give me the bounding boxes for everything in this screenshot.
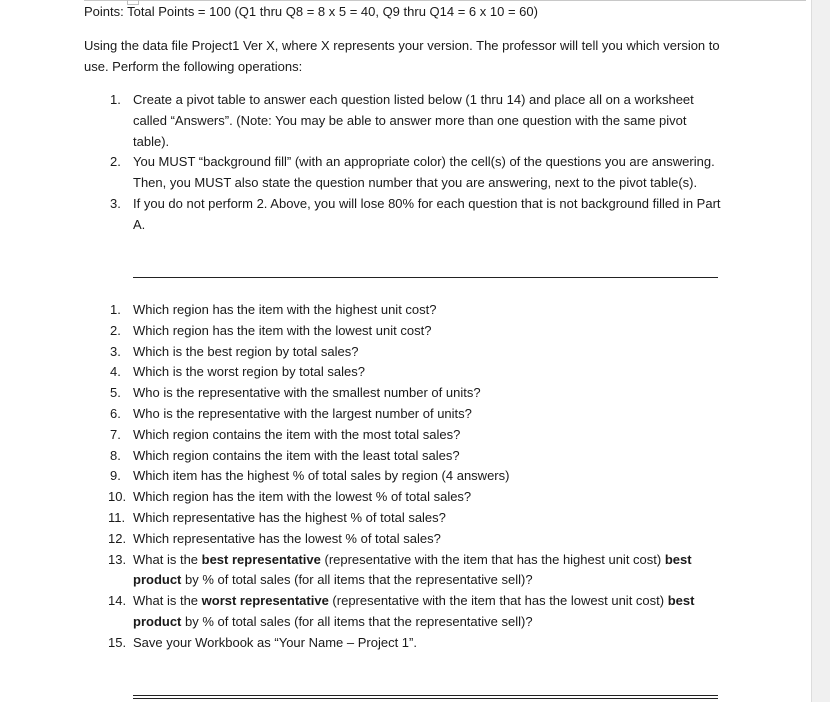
question-item bbox=[84, 550, 724, 592]
question-number: 7. bbox=[110, 426, 121, 442]
question-item bbox=[84, 383, 724, 404]
question-item bbox=[84, 425, 724, 446]
question-text: Which region has the item with the lowest unit cost? bbox=[133, 322, 432, 338]
intro-paragraph: Using the data file Project1 Ver X, where X represents your version. The professor will tell you which version to use. Perform the following operations: bbox=[84, 38, 720, 74]
question-list bbox=[84, 300, 724, 654]
question-item bbox=[84, 404, 724, 425]
question-number: 5. bbox=[110, 385, 121, 401]
question-text: Which region contains the item with the most total sales? bbox=[133, 426, 461, 442]
question-number: 8. bbox=[110, 447, 121, 463]
question-text-middle: (representative with the item that has the lowest unit cost) bbox=[328, 593, 668, 609]
question-number: 9. bbox=[110, 468, 121, 484]
question-number: 3. bbox=[110, 343, 121, 359]
question-text: Who is the representative with the smallest number of units? bbox=[133, 385, 481, 401]
question-item bbox=[84, 633, 724, 654]
question-text: Which region has the item with the highest unit cost? bbox=[133, 302, 437, 317]
question-text-end: by % of total sales (for all items that the representative sell)? bbox=[181, 572, 533, 588]
question-number: 15. bbox=[108, 634, 127, 650]
step-number: 3. bbox=[110, 195, 121, 211]
question-item bbox=[84, 529, 724, 550]
question-item bbox=[84, 487, 724, 508]
step-text: You MUST “background fill” (with an appropriate color) the cell(s) of the questions you are answering. Then, you MUST also state the question number that you are answering, next to the pivot table(s). bbox=[133, 154, 715, 191]
question-text-start: What is the bbox=[133, 593, 202, 609]
question-text: Which item has the highest % of total sales by region (4 answers) bbox=[133, 468, 510, 484]
question-text: Who is the representative with the largest number of units? bbox=[133, 405, 472, 421]
question-number: 11. bbox=[108, 509, 126, 525]
question-text: Which region has the item with the lowest % of total sales? bbox=[133, 489, 472, 505]
step-number: 2. bbox=[110, 154, 121, 170]
question-item bbox=[84, 466, 724, 487]
section-divider bbox=[133, 277, 718, 278]
question-text: Save your Workbook as “Your Name – Project 1”. bbox=[133, 634, 417, 650]
section-divider bbox=[133, 695, 718, 696]
points-line: Points: Total Points = 100 (Q1 thru Q8 = 8 x 5 = 40, Q9 thru Q14 = 6 x 10 = 60) bbox=[84, 4, 538, 19]
question-number: 4. bbox=[110, 364, 121, 380]
question-number: 13. bbox=[108, 551, 127, 567]
question-text-end: by % of total sales (for all items that the representative sell)? bbox=[181, 613, 533, 629]
instruction-steps bbox=[84, 90, 724, 236]
question-text-start: What is the bbox=[133, 551, 202, 567]
question-item bbox=[84, 508, 724, 529]
question-text: Which representative has the highest % of total sales? bbox=[133, 509, 446, 525]
step-item bbox=[84, 90, 724, 152]
question-item bbox=[84, 342, 724, 363]
question-text-middle: (representative with the item that has the highest unit cost) bbox=[320, 551, 665, 567]
question-text: Which representative has the lowest % of total sales? bbox=[133, 530, 441, 546]
question-number: 2. bbox=[110, 322, 121, 338]
question-number: 12. bbox=[108, 530, 127, 546]
question-emphasis: best product bbox=[133, 593, 695, 629]
page-top-edge bbox=[84, 0, 806, 1]
question-item bbox=[84, 300, 724, 321]
question-number: 6. bbox=[110, 405, 121, 421]
question-text: Which region contains the item with the least total sales? bbox=[133, 447, 460, 463]
question-item bbox=[84, 321, 724, 342]
question-number: 1. bbox=[110, 302, 121, 317]
step-item bbox=[84, 152, 724, 194]
question-text: Which is the best region by total sales? bbox=[133, 343, 359, 359]
question-number: 10. bbox=[108, 489, 127, 505]
question-item bbox=[84, 591, 724, 633]
step-text: If you do not perform 2. Above, you will lose 80% for each question that is not background filled in Part A. bbox=[133, 195, 721, 232]
question-item bbox=[84, 362, 724, 383]
section-divider bbox=[133, 698, 718, 699]
question-item bbox=[84, 446, 724, 467]
vertical-scrollbar[interactable] bbox=[811, 0, 830, 702]
question-emphasis: best product bbox=[133, 551, 692, 588]
question-emphasis: best representative bbox=[201, 551, 321, 567]
step-item bbox=[84, 194, 724, 236]
step-text: Create a pivot table to answer each question listed below (1 thru 14) and place all on a worksheet called “Answers”. (Note: You may be able to answer more than one question with the same pivot table). bbox=[133, 92, 694, 149]
step-number: 1. bbox=[110, 92, 121, 107]
question-text: Which is the worst region by total sales? bbox=[133, 364, 365, 380]
question-number: 14. bbox=[108, 593, 127, 609]
question-emphasis: worst representative bbox=[201, 593, 329, 609]
